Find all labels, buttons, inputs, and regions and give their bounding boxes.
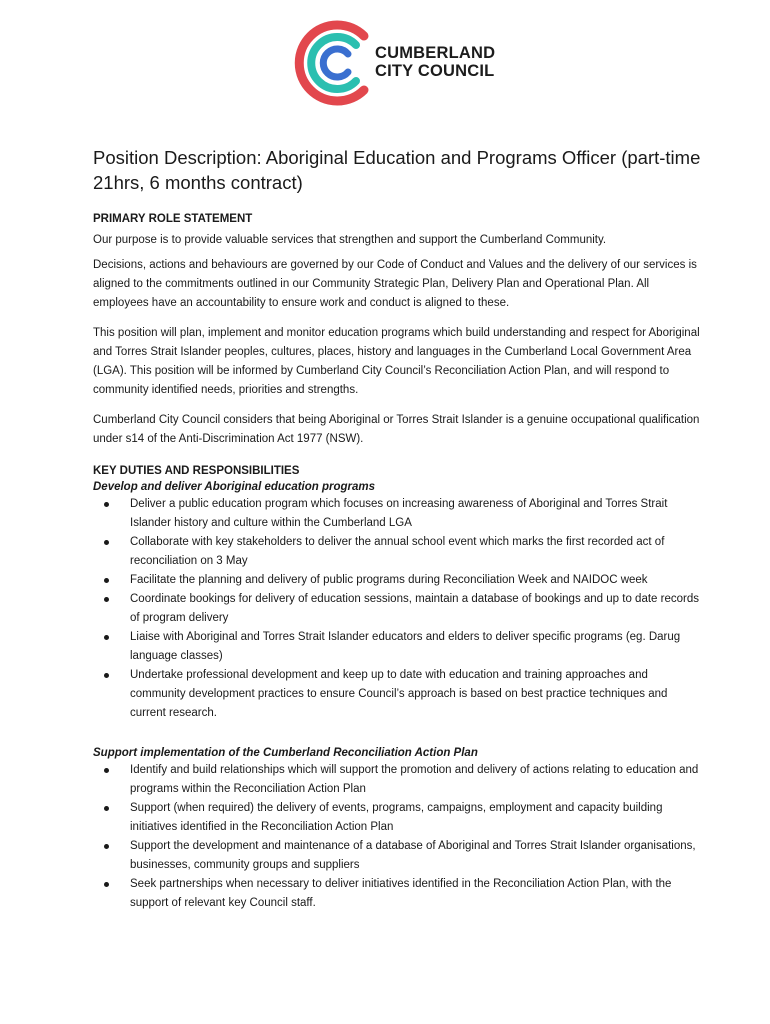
- logo-wordmark: [375, 44, 495, 80]
- list-item: Deliver a public education program which focuses on increasing awareness of Aboriginal and Torres Strait Islander history and culture within the Cumberland LGA: [93, 495, 703, 533]
- list-item: Support (when required) the delivery of events, programs, campaigns, employment and capacity building initiatives identified in the Reconciliation Action Plan: [93, 799, 703, 837]
- list-item: Coordinate bookings for delivery of education sessions, maintain a database of bookings and up to date records of program delivery: [93, 590, 703, 628]
- duties-list: [93, 495, 703, 723]
- list-item: Collaborate with key stakeholders to deliver the annual school event which marks the first recorded act of reconciliation on 3 May: [93, 533, 703, 571]
- list-item: Identify and build relationships which will support the promotion and delivery of actions relating to education and programs within the Reconciliation Action Plan: [93, 761, 703, 799]
- role-paragraph: Decisions, actions and behaviours are governed by our Code of Conduct and Values and the delivery of our services is aligned to the commitments outlined in our Community Strategic Plan, Delivery Plan and Operational Plan. All employees have an accountability to ensure work and conduct is aligned to these.: [93, 259, 697, 309]
- section-title: Support implementation of the Cumberland Reconciliation Action Plan: [93, 747, 478, 759]
- rap-list: [93, 761, 703, 913]
- primary-role-heading: PRIMARY ROLE STATEMENT: [93, 213, 253, 225]
- logo-c-rings-icon: [290, 18, 380, 108]
- logo-line-1: CUMBERLAND: [375, 44, 496, 62]
- list-item: Undertake professional development and keep up to date with education and training approaches and community development practices to ensure Council’s approach is based on best practice techniques and current research.: [93, 666, 703, 723]
- key-duties-heading: KEY DUTIES AND RESPONSIBILITIES: [93, 465, 300, 477]
- document-body: [93, 145, 703, 913]
- section-title: Develop and deliver Aboriginal education programs: [93, 481, 376, 493]
- role-paragraph: Cumberland City Council considers that being Aboriginal or Torres Strait Islander is a genuine occupational qualification under s14 of the Anti-Discrimination Act 1977 (NSW).: [93, 414, 700, 445]
- list-item: Facilitate the planning and delivery of public programs during Reconciliation Week and NAIDOC week: [93, 571, 703, 590]
- page-title: Position Description: Aboriginal Education and Programs Officer (part-time 21hrs, 6 months contract): [93, 147, 701, 193]
- role-paragraph: This position will plan, implement and monitor education programs which build understanding and respect for Aboriginal and Torres Strait Islander peoples, cultures, places, history and languages in the Cumberland Local Government Area (LGA). This position will be informed by Cumberland City Council’s Reconciliation Action Plan, and will respond to community identified needs, priorities and strengths.: [93, 327, 700, 396]
- logo-line-2: CITY COUNCIL: [375, 62, 495, 80]
- role-paragraph: Our purpose is to provide valuable services that strengthen and support the Cumberland Community.: [93, 234, 607, 246]
- list-item: Liaise with Aboriginal and Torres Strait Islander educators and elders to deliver specific programs (eg. Darug language classes): [93, 628, 703, 666]
- list-item: Seek partnerships when necessary to deliver initiatives identified in the Reconciliation Action Plan, with the support of relevant key Council staff.: [93, 875, 703, 913]
- list-item: Support the development and maintenance of a database of Aboriginal and Torres Strait Islander organisations, businesses, community groups and suppliers: [93, 837, 703, 875]
- council-logo: [290, 18, 520, 108]
